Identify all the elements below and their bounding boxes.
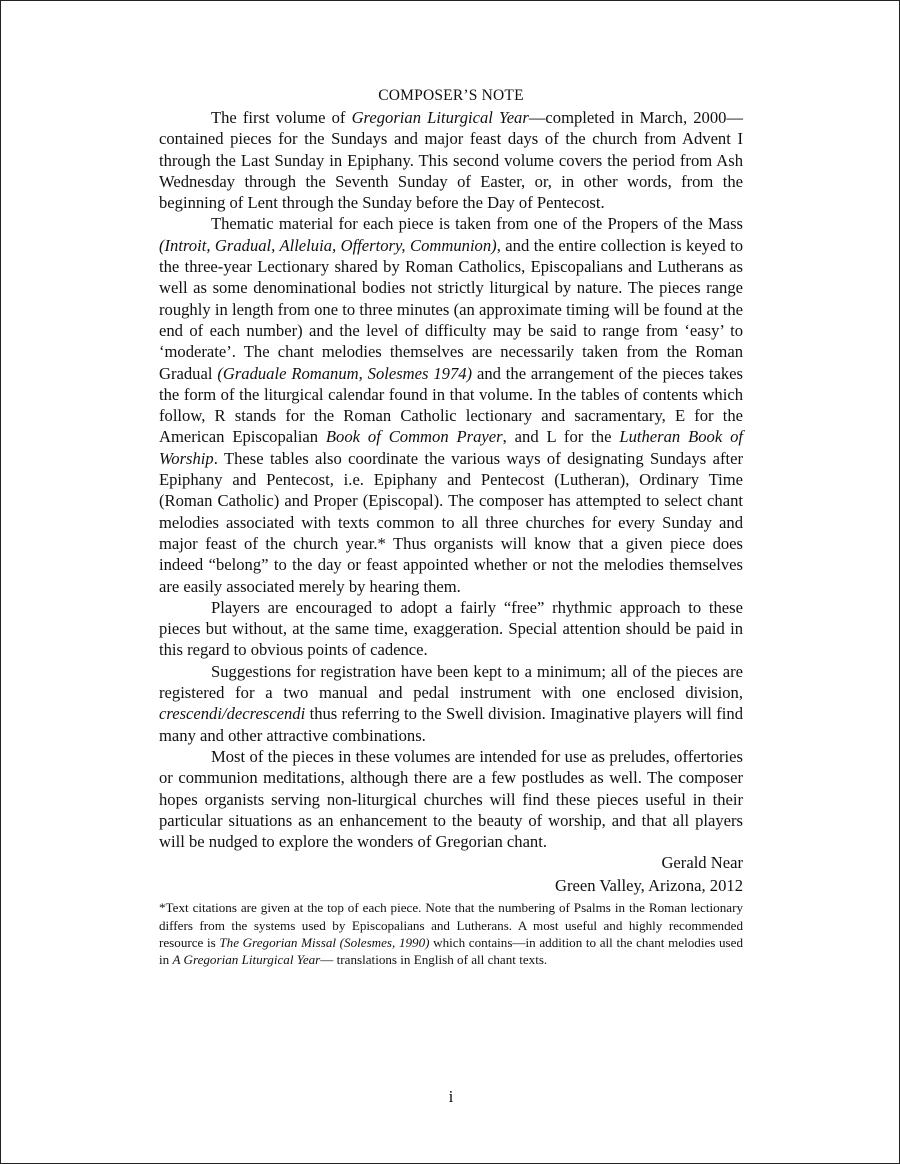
- page-number: i: [448, 1087, 454, 1106]
- paragraph-1-text-a: The first volume of: [211, 108, 352, 127]
- footnote-italic-gly: A Gregorian Liturgical Year: [172, 952, 321, 967]
- paragraph-4: [159, 661, 743, 746]
- page-content: [159, 85, 743, 968]
- paragraph-1: [159, 107, 743, 213]
- paragraph-2-italic-graduale: (Graduale Romanum, Solesmes 1974): [217, 363, 473, 383]
- signature-name: Gerald Near: [661, 853, 743, 873]
- paragraph-2-text-g: , and L for the: [502, 427, 620, 447]
- page-title: COMPOSER’S NOTE: [378, 87, 524, 104]
- footnote: [159, 899, 743, 968]
- paragraph-4-text-a: Suggestions for registration have been kept to a minimum; all of the pieces are registered for a two manual and pedal instrument with one enclosed division,: [159, 661, 743, 703]
- paragraph-2-italic-lbw: Lutheran Book of Worship: [159, 427, 743, 468]
- paragraph-5: [159, 746, 743, 852]
- footnote-text-e: — translations in English of all chant texts.: [320, 952, 548, 967]
- paragraph-1-text-c: —completed in March, 2000—contained pieces for the Sundays and major feast days of the church from Advent I through the Last Sunday in Epiphany. This second volume covers the period from Ash Wednesday through the Seventh Sunday of Easter, or, in other words, from the beginning of Lent through the Sunday before the Day of Pentecost.: [159, 108, 744, 213]
- paragraph-2: [159, 213, 743, 596]
- footnote-text-c: which contains—in addition to all the chant melodies used in: [159, 934, 744, 967]
- paragraph-2-text-a: Thematic material for each piece is taken from one of the Propers of the Mass: [211, 214, 743, 234]
- footnote-italic-missal: The Gregorian Missal (Solesmes, 1990): [219, 934, 430, 950]
- paragraph-3-text: Players are encouraged to adopt a fairly “free” rhythmic approach to these pieces but without, at the same time, exaggeration. Special attention should be paid in this regard to obvious points of cadence.: [159, 597, 743, 660]
- paragraph-2-text-c: , and the entire collection is keyed to the three-year Lectionary shared by Roman Catholics, Episcopalians and Lutherans as well as some denominational bodies not strictly liturgical by nature. The pieces range roughly in length from one to three minutes (an approximate timing will be found at the end of each number) and the level of difficulty may be said to range from ‘easy’ to ‘moderate’. The chant melodies themselves are necessarily taken from the Roman Gradual: [159, 235, 744, 383]
- paragraph-2-text-i: . These tables also coordinate the various ways of designating Sundays after Epiphany and Pentecost, i.e. Epiphany and Pentecost (Lutheran), Ordinary Time (Roman Catholic) and Proper (Episcopal). The composer has attempted to select chant melodies associated with texts common to all three churches for every Sunday and major feast of the church year.* Thus organists will know that a given piece does indeed “belong” to the day or feast appointed whether or not the melodies themselves are easily associated merely by hearing them.: [159, 448, 743, 596]
- paragraph-5-text: Most of the pieces in these volumes are intended for use as preludes, offertories or communion meditations, although there are a few postludes as well. The composer hopes organists serving non-liturgical churches will find these pieces useful in their particular situations as an enhancement to the beauty of worship, and that all players will be nudged to explore the wonders of Gregorian chant.: [159, 746, 743, 852]
- paragraph-2-italic-bcp: Book of Common Prayer: [325, 427, 503, 447]
- paragraph-4-italic-crescendi: crescendi/decrescendi: [159, 704, 306, 724]
- paragraph-2-italic-propers: (Introit, Gradual, Alleluia, Offertory, Communion): [159, 235, 497, 255]
- paragraph-2-text-e: and the arrangement of the pieces takes the form of the liturgical calendar found in that volume. In the tables of contents which follow, R stands for the Roman Catholic lectionary and sacramentary, E for the American Episcopalian: [159, 363, 744, 447]
- paragraph-3: [159, 597, 743, 661]
- footnote-text-a: *Text citations are given at the top of each piece. Note that the numbering of Psalms in the Roman lectionary differs from the systems used by Episcopalians and Lutherans. A most useful and highly recommended resource is: [159, 900, 743, 950]
- paragraph-1-italic-title: Gregorian Liturgical Year: [351, 108, 529, 127]
- signature-place-date: Green Valley, Arizona, 2012: [554, 875, 743, 895]
- paragraph-4-text-c: thus referring to the Swell division. Imaginative players will find many and other attractive combinations.: [159, 704, 743, 745]
